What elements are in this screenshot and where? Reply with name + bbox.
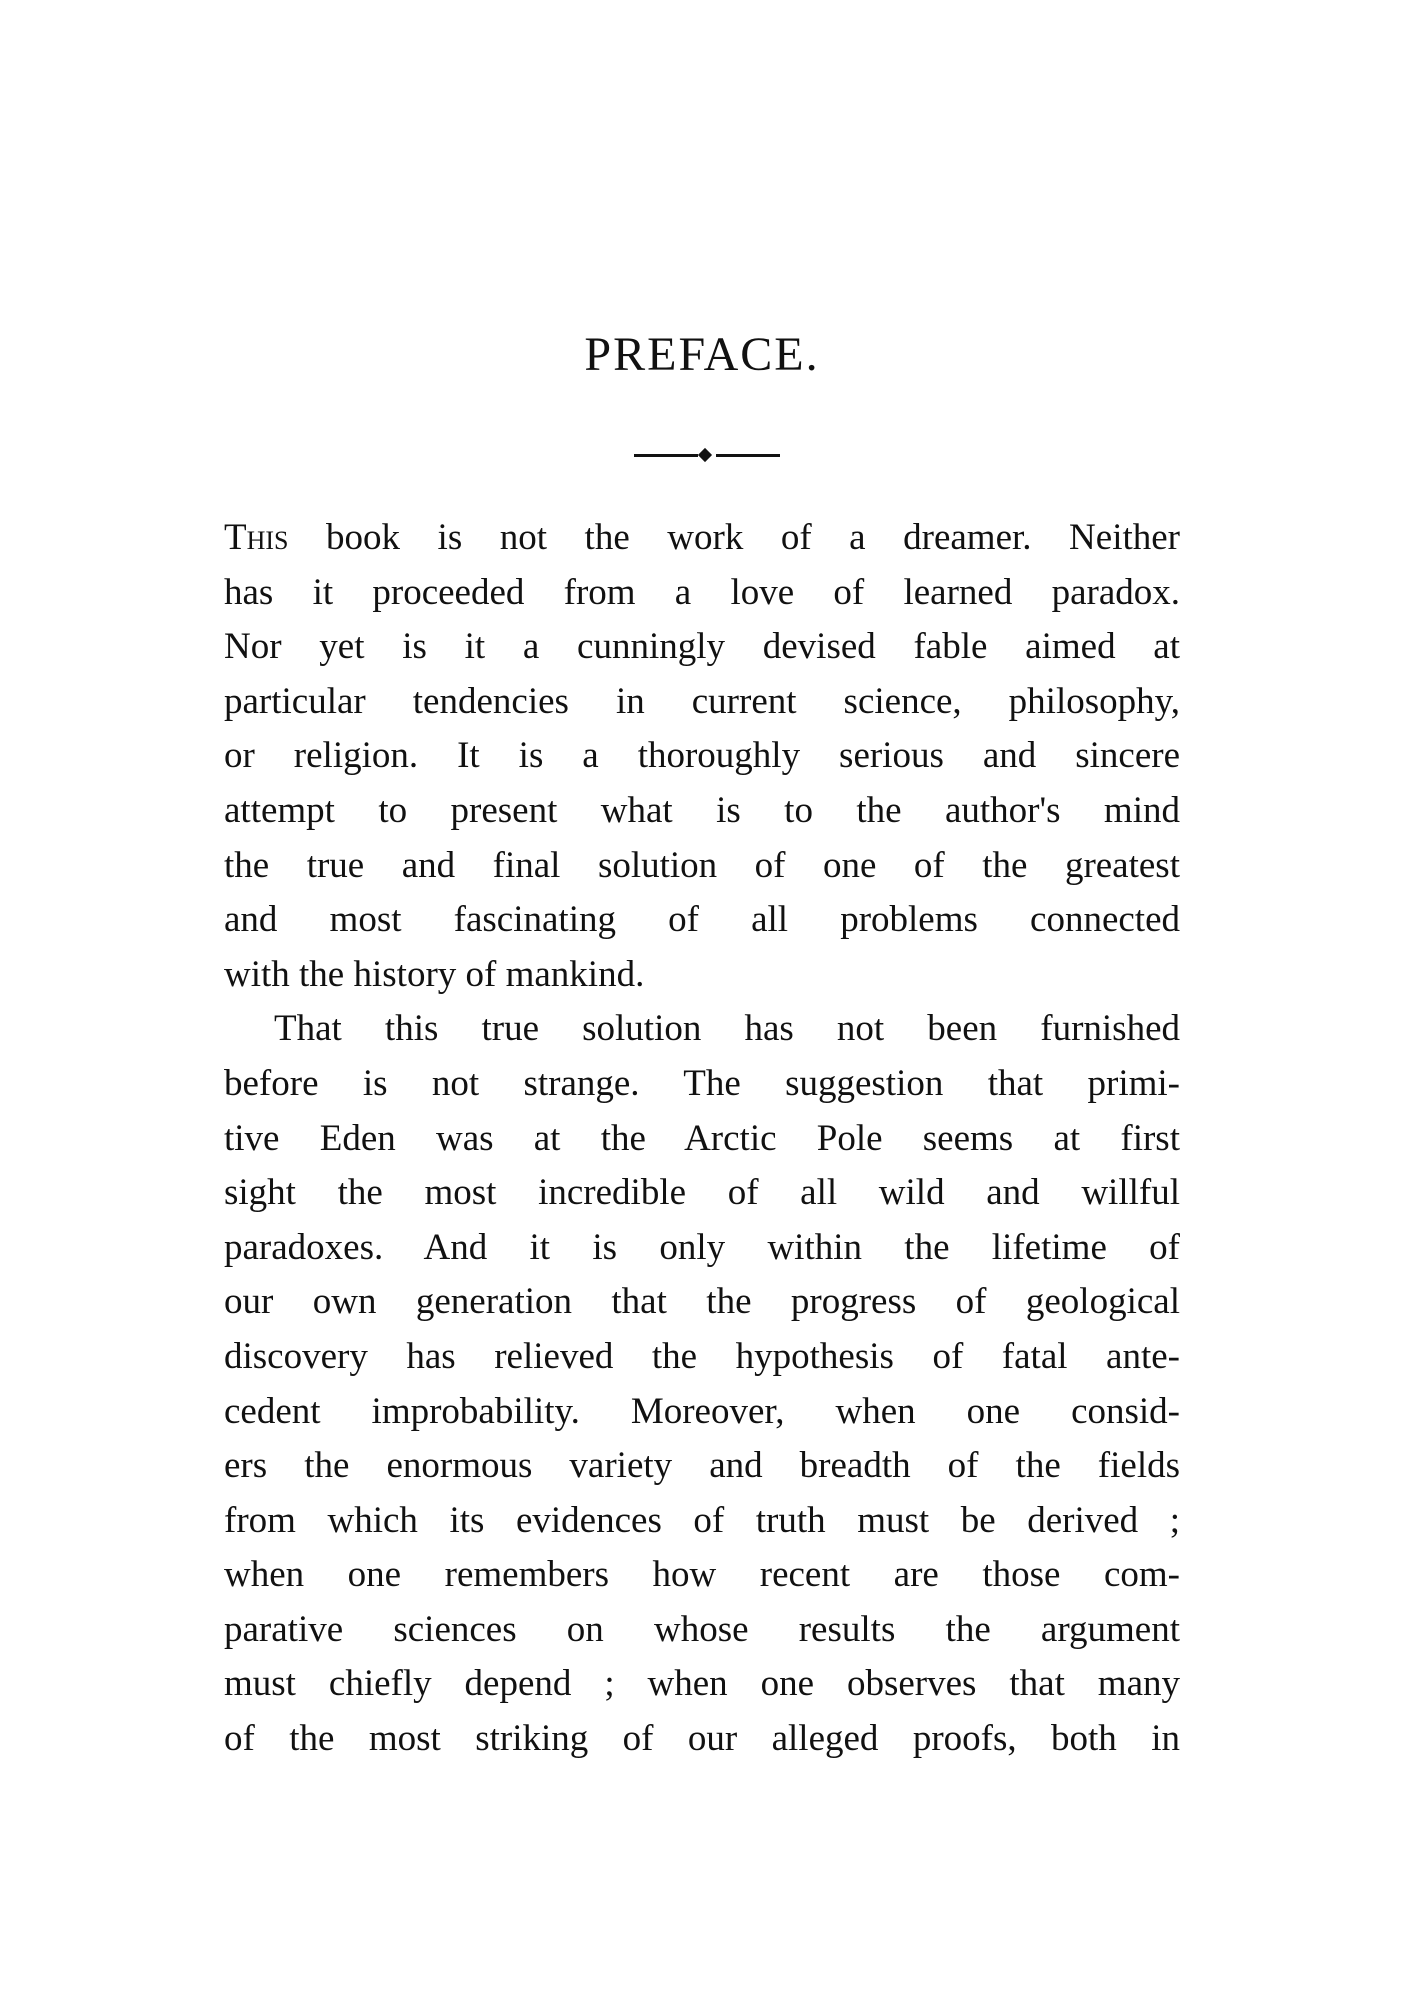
text-line: must chiefly depend ; when one observes that many <box>224 1663 1180 1705</box>
ornament-diamond-icon <box>698 448 712 462</box>
text-line: particular tendencies in current science, philosophy, <box>224 680 1180 722</box>
text-line: paradoxes. And it is only within the lifetime of <box>224 1226 1180 1268</box>
text-line: This book is not the work of a dreamer. Neither <box>224 517 1180 558</box>
text-line: discovery has relieved the hypothesis of fatal ante- <box>224 1335 1180 1377</box>
text-line: sight the most incredible of all wild and willful <box>224 1172 1180 1214</box>
page-title: PREFACE. <box>584 328 820 381</box>
text-line: ers the enormous variety and breadth of the fields <box>224 1445 1180 1487</box>
text-line: or religion. It is a thoroughly serious and sincere <box>224 735 1180 777</box>
ornament-rule-left <box>634 454 698 457</box>
title-ornament <box>634 449 780 461</box>
text-line: has it proceeded from a love of learned paradox. <box>224 571 1180 613</box>
text-line: before is not strange. The suggestion that primi- <box>224 1062 1180 1104</box>
text-line: That this true solution has not been furnished <box>274 1008 1180 1050</box>
small-caps-lead: This <box>224 517 289 558</box>
text-line: from which its evidences of truth must be derived ; <box>224 1499 1180 1541</box>
text-line: tive Eden was at the Arctic Pole seems at first <box>224 1117 1180 1159</box>
text-line: and most fascinating of all problems connected <box>224 899 1180 941</box>
preface-body <box>224 511 1180 1767</box>
text-line: with the history of mankind. <box>224 953 645 995</box>
text-line: of the most striking of our alleged proofs, both in <box>224 1718 1180 1760</box>
text-line: our own generation that the progress of geological <box>224 1281 1180 1323</box>
text-line: Nor yet is it a cunningly devised fable aimed at <box>224 626 1180 668</box>
text-line: cedent improbability. Moreover, when one consid- <box>224 1390 1180 1432</box>
text-line: the true and final solution of one of the greatest <box>224 844 1180 886</box>
text-line: when one remembers how recent are those com- <box>224 1554 1180 1596</box>
text-line: attempt to present what is to the author's mind <box>224 789 1180 831</box>
ornament-rule-right <box>716 454 780 457</box>
text-line: parative sciences on whose results the argument <box>224 1608 1180 1650</box>
